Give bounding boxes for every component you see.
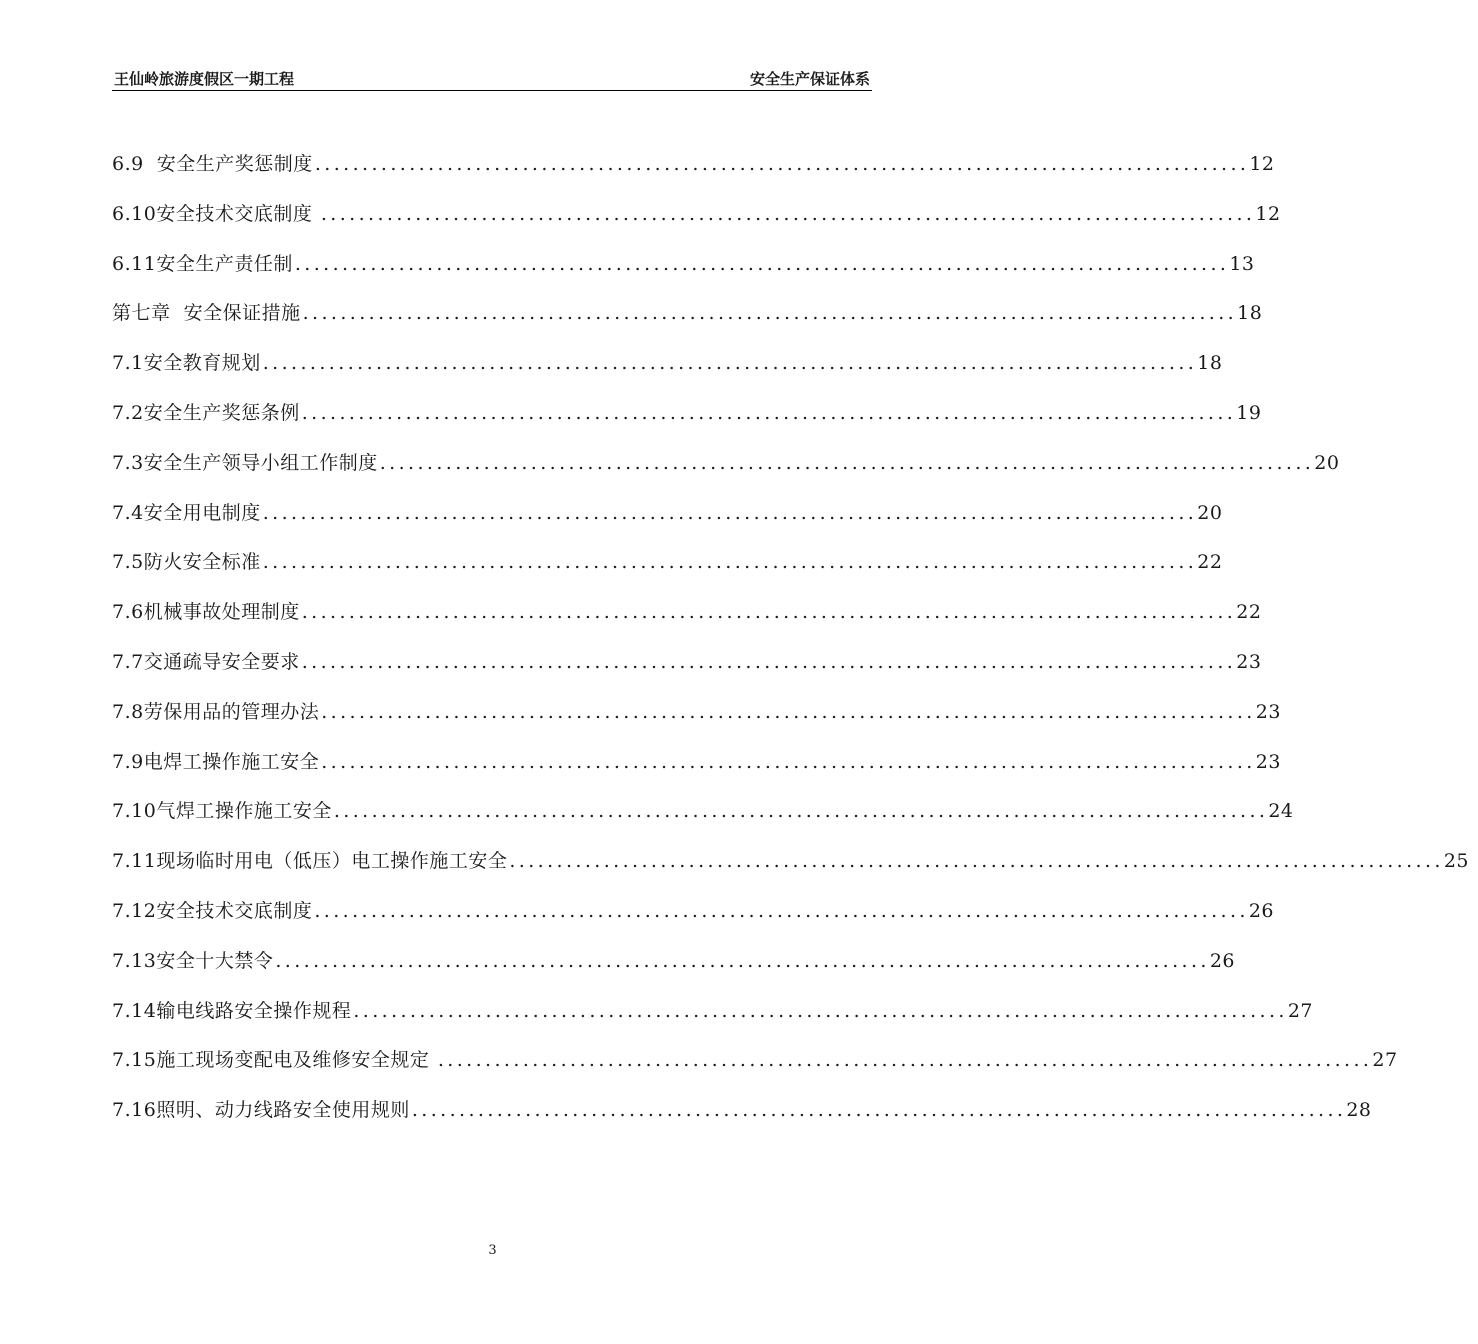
toc-dot-leader: ................................................................................................... — [301, 601, 1237, 624]
page-header — [112, 68, 872, 91]
toc-entry[interactable] — [112, 344, 1223, 394]
toc-entry-page: 23 — [1255, 700, 1281, 723]
toc-dot-leader: ................................................................................................... — [294, 252, 1230, 275]
toc-entry-number: 7.5 — [112, 551, 144, 574]
toc-entry-page: 18 — [1237, 302, 1263, 325]
toc-entry-title: 安全用电制度 — [143, 501, 261, 524]
toc-entry-title: 输电线路安全操作规程 — [156, 999, 352, 1022]
toc-entry[interactable] — [112, 444, 1340, 494]
toc-dot-leader: ................................................................................................... — [302, 302, 1238, 325]
toc-dot-leader: ................................................................................................... — [509, 850, 1444, 873]
toc-entry-number: 6.11 — [112, 252, 157, 275]
toc-entry[interactable] — [112, 942, 1236, 992]
toc-dot-leader: ................................................................................................... — [321, 750, 1256, 773]
toc-entry[interactable] — [112, 394, 1262, 444]
toc-dot-leader: ................................................................................................... — [353, 999, 1288, 1022]
toc-entry-page: 27 — [1372, 1049, 1398, 1072]
toc-entry[interactable] — [112, 593, 1262, 643]
toc-entry[interactable] — [112, 245, 1255, 295]
toc-entry-page: 19 — [1236, 401, 1262, 424]
toc-entry-page: 25 — [1443, 850, 1470, 873]
toc-entry-title: 劳保用品的管理办法 — [143, 700, 320, 723]
toc-entry-number: 7.3 — [112, 451, 144, 474]
toc-entry-number: 7.2 — [112, 401, 144, 424]
toc-entry[interactable] — [112, 1091, 1372, 1141]
toc-entry[interactable] — [112, 543, 1223, 593]
toc-entry-title: 防火安全标准 — [143, 551, 261, 574]
header-project-title: 王仙岭旅游度假区一期工程 — [114, 70, 295, 88]
toc-entry-title: 安全生产奖惩制度 — [156, 153, 313, 175]
toc-entry-number: 7.15 — [112, 1049, 157, 1072]
toc-entry-number: 7.11 — [112, 850, 157, 873]
toc-entry-title: 安全保证措施 — [183, 302, 301, 325]
toc-entry[interactable] — [112, 693, 1281, 743]
toc-dot-leader: ................................................................................................... — [411, 1099, 1347, 1122]
toc-entry-number: 7.13 — [112, 949, 157, 972]
toc-entry-page: 26 — [1248, 899, 1275, 922]
toc-entry-page: 12 — [1255, 202, 1281, 225]
toc-entry[interactable] — [112, 1041, 1398, 1091]
toc-entry-number: 7.4 — [112, 501, 144, 524]
toc-entry-number: 6.10 — [112, 202, 157, 225]
toc-entry-page: 27 — [1287, 999, 1314, 1022]
toc-dot-leader: ................................................................................................... — [262, 352, 1198, 375]
toc-entry-page: 24 — [1268, 800, 1294, 823]
toc-entry[interactable] — [112, 294, 1263, 344]
toc-entry-number: 第七章 — [112, 302, 184, 325]
toc-entry-page: 12 — [1249, 153, 1275, 175]
toc-entry[interactable] — [112, 842, 1470, 892]
toc-entry-number: 7.1 — [112, 352, 144, 375]
toc-dot-leader: ................................................................................................... — [275, 949, 1210, 972]
toc-entry-title: 现场临时用电（低压）电工操作施工安全 — [156, 850, 508, 873]
toc-dot-leader: ................................................................................................... — [301, 401, 1237, 424]
toc-entry-page: 18 — [1197, 352, 1223, 375]
toc-entry-title: 气焊工操作施工安全 — [156, 800, 332, 823]
toc-entry-number: 7.16 — [112, 1099, 157, 1122]
toc-entry-title: 安全生产责任制 — [156, 252, 293, 275]
toc-entry-page: 22 — [1197, 551, 1223, 574]
toc-entry-page: 23 — [1236, 650, 1262, 673]
header-section-title: 安全生产保证体系 — [749, 70, 870, 88]
toc-dot-leader: ................................................................................................... — [379, 451, 1315, 474]
toc-entry-number: 6.9 — [112, 153, 157, 175]
toc-entry[interactable] — [112, 892, 1275, 942]
toc-dot-leader: ................................................................................................... — [301, 650, 1237, 673]
toc-entry-number: 7.14 — [112, 999, 157, 1022]
toc-entry[interactable] — [112, 494, 1223, 544]
toc-entry-title: 安全技术交底制度 — [156, 899, 313, 922]
toc-entry-number: 7.12 — [112, 899, 157, 922]
toc-entry-number: 7.6 — [112, 601, 144, 624]
toc-dot-leader: ................................................................................................... — [262, 551, 1198, 574]
toc-entry-title: 交通疏导安全要求 — [143, 650, 300, 673]
toc-entry-title: 安全教育规划 — [143, 352, 261, 375]
toc-entry-title: 安全十大禁令 — [156, 949, 274, 972]
page-number: 3 — [488, 1243, 497, 1258]
toc-entry[interactable] — [112, 195, 1281, 245]
table-of-contents — [112, 145, 1470, 1141]
toc-entry-page: 26 — [1209, 949, 1236, 972]
toc-entry[interactable] — [112, 743, 1281, 793]
toc-entry-number: 7.7 — [112, 650, 144, 673]
toc-dot-leader: ................................................................................................... — [320, 202, 1256, 225]
toc-entry-title: 施工现场变配电及维修安全规定 — [156, 1049, 436, 1072]
toc-entry[interactable] — [112, 792, 1294, 842]
toc-entry-page: 20 — [1314, 451, 1340, 474]
toc-entry-page: 28 — [1346, 1099, 1372, 1122]
toc-entry-title: 安全生产领导小组工作制度 — [143, 451, 378, 474]
toc-dot-leader: ................................................................................................... — [262, 501, 1198, 524]
toc-entry-number: 7.8 — [112, 700, 144, 723]
toc-entry[interactable] — [112, 992, 1314, 1042]
toc-entry-number: 7.10 — [112, 800, 157, 823]
toc-entry-number: 7.9 — [112, 750, 144, 773]
toc-dot-leader: ................................................................................................... — [314, 899, 1249, 922]
toc-entry-page: 20 — [1197, 501, 1223, 524]
toc-entry-title: 照明、动力线路安全使用规则 — [156, 1099, 410, 1122]
toc-entry-page: 22 — [1236, 601, 1262, 624]
toc-entry-title: 安全生产奖惩条例 — [143, 401, 300, 424]
toc-dot-leader: ................................................................................................... — [437, 1049, 1373, 1072]
toc-entry-title: 安全技术交底制度 — [156, 202, 319, 225]
toc-dot-leader: ................................................................................................... — [333, 800, 1269, 823]
toc-entry-title: 电焊工操作施工安全 — [143, 750, 320, 773]
toc-entry-page: 23 — [1255, 750, 1281, 773]
toc-dot-leader: ................................................................................................... — [321, 700, 1256, 723]
toc-entry[interactable] — [112, 145, 1275, 195]
toc-entry-title: 机械事故处理制度 — [143, 601, 300, 624]
toc-entry[interactable] — [112, 643, 1262, 693]
toc-entry-page: 13 — [1229, 252, 1255, 275]
toc-dot-leader: ................................................................................................... — [314, 153, 1250, 175]
